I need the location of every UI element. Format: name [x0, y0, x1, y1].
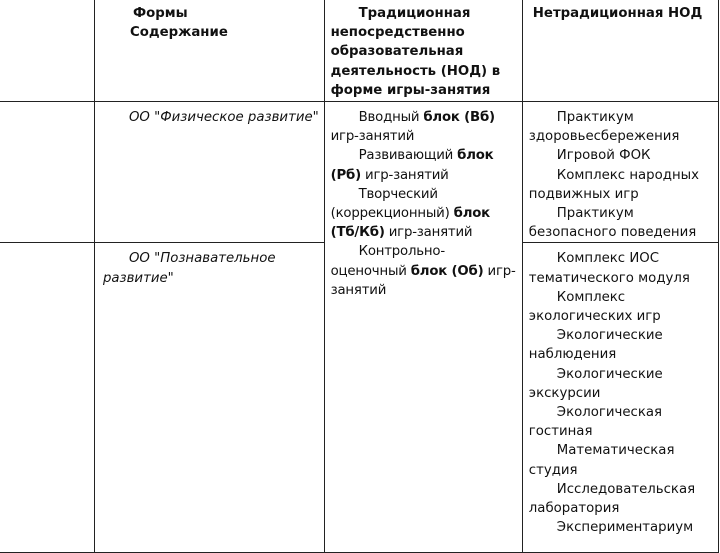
empty-cell — [0, 0, 94, 102]
header-nontraditional-label: Нетрадиционная НОД — [532, 6, 703, 21]
block-item — [331, 108, 516, 146]
list-item: Игровой ФОК — [556, 148, 651, 164]
block-item — [331, 242, 516, 300]
row-cognitive-forms-cell — [522, 243, 718, 553]
block-code: блок (Вб) — [423, 110, 495, 125]
header-forms-label: Формы — [132, 6, 188, 21]
block-item — [331, 185, 516, 243]
header-row — [0, 0, 719, 102]
header-forms-content — [94, 0, 324, 102]
row-physical-forms-cell — [522, 102, 718, 243]
empty-cell — [0, 243, 94, 553]
list-item: Экологические экскурсии — [528, 366, 663, 401]
block-suffix: игр-занятий — [384, 225, 473, 241]
traditional-blocks-cell — [324, 102, 522, 553]
header-traditional-label: Традиционная непосредственно образовательная деятельность (НОД) в форме игры-занятия — [330, 6, 501, 98]
block-suffix: игр-занятий — [360, 167, 449, 183]
header-content-label: Содержание — [129, 25, 228, 41]
row-physical-label-cell — [94, 102, 324, 243]
list-item: Исследовательская лаборатория — [528, 481, 696, 517]
list-item: Комплекс ИОС тематического модуля — [528, 251, 690, 286]
block-name: Развивающий — [358, 148, 458, 164]
block-code: блок (Тб/Кб) — [330, 206, 491, 241]
row-physical-label: ОО "Физическое развитие" — [128, 110, 319, 125]
list-item: Математическая студия — [528, 443, 675, 478]
block-item — [331, 146, 516, 184]
empty-cell — [0, 102, 94, 243]
header-traditional — [324, 0, 522, 102]
list-item: Практикум здоровьесбережения — [528, 110, 680, 145]
list-item: Практикум безопасного поведения — [528, 206, 697, 241]
list-item: Комплекс народных подвижных игр — [528, 167, 700, 202]
row-cognitive-label-cell — [94, 243, 324, 553]
list-item: Комплекс экологических игр — [528, 289, 661, 325]
list-item: Экологические наблюдения — [528, 328, 663, 363]
table-row — [0, 102, 719, 243]
row-cognitive-label: ОО "Познавательное развитие" — [102, 251, 276, 286]
list-item: Экологическая гостиная — [528, 405, 663, 440]
header-nontraditional — [522, 0, 718, 102]
block-code: блок (Об) — [410, 263, 484, 279]
block-code: блок (Рб) — [330, 148, 494, 183]
list-item: Экспериментариум — [556, 520, 694, 536]
block-name: Вводный — [358, 110, 424, 125]
block-suffix: игр-занятий — [330, 129, 415, 145]
block-name: Творческий (коррекционный) — [330, 186, 454, 222]
block-suffix: игр-занятий — [330, 263, 516, 298]
block-name: Контрольно-оценочный — [330, 244, 445, 279]
